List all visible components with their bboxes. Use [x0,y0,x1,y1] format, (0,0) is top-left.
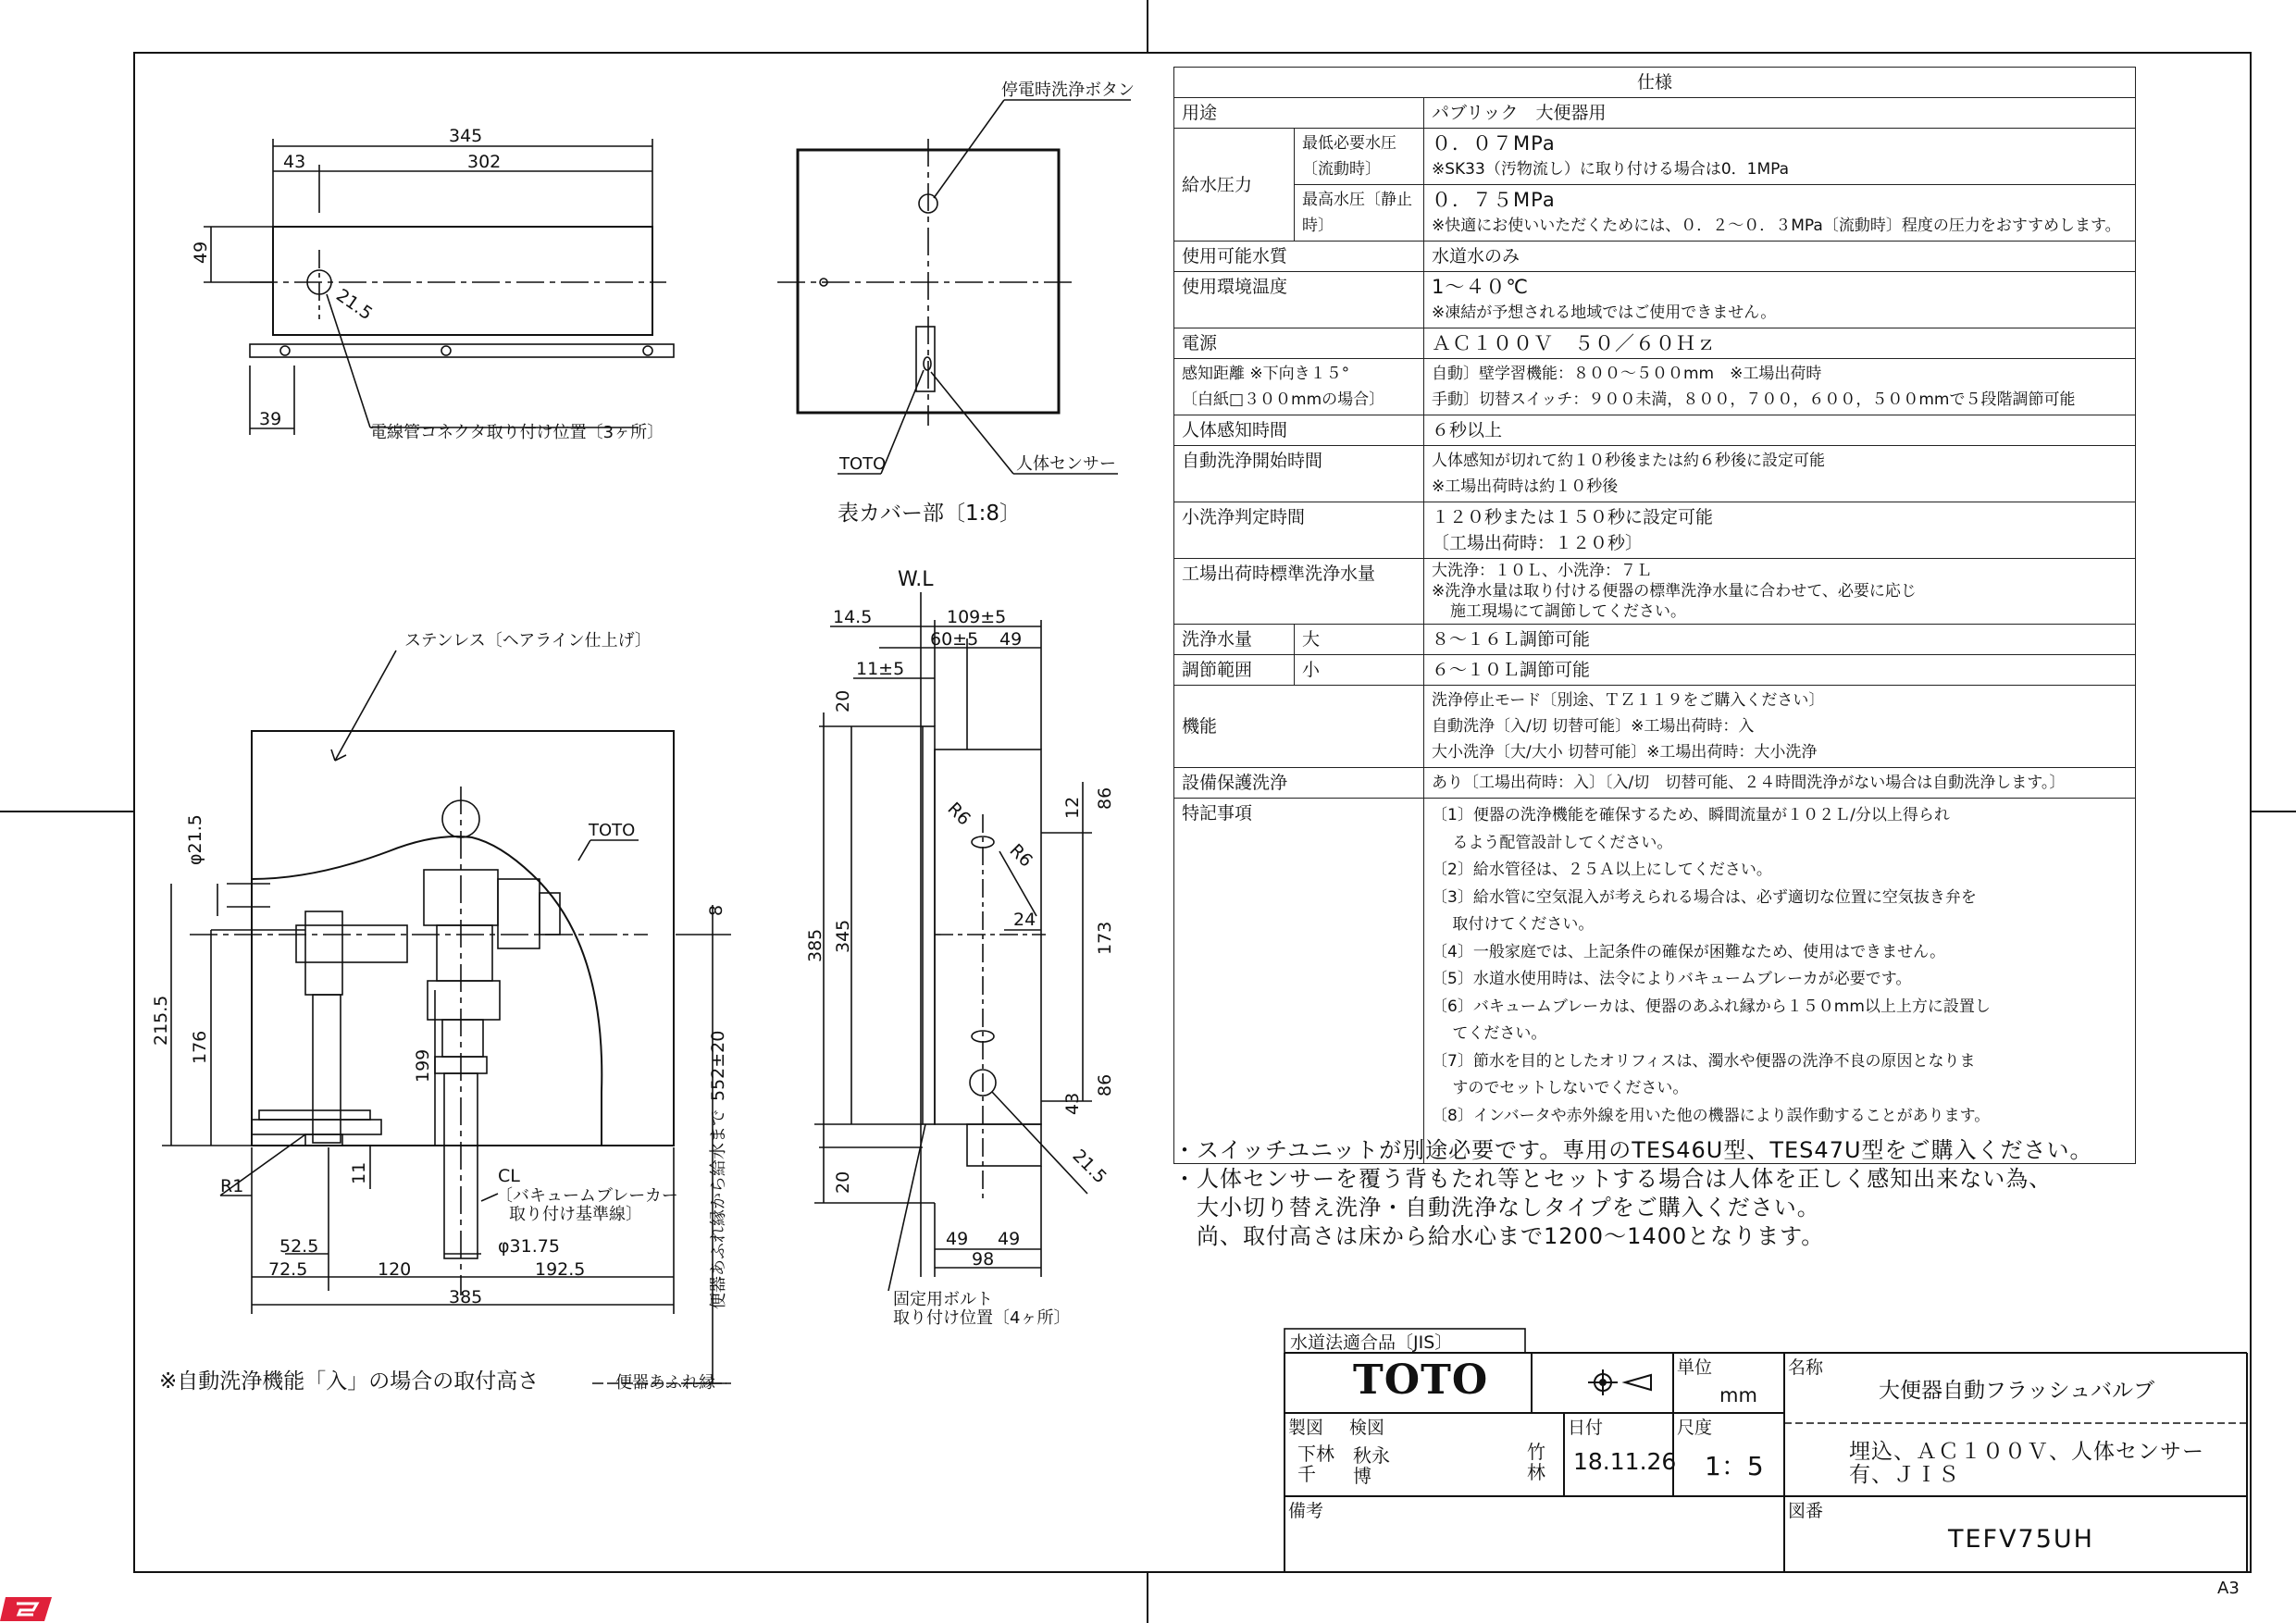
scale-label: 尺度 [1677,1418,1713,1438]
jis-label: 水道法適合品〔JIS〕 [1290,1332,1453,1353]
small-judge-cell [1424,502,2136,559]
cover-caption: 表カバー部〔1:8〕 [838,502,1022,526]
note-line: ・スイッチユニットが別途必要です。専用のTES46U型、TES47U型をご購入ください。 [1173,1137,2093,1163]
date-label: 日付 [1568,1418,1604,1438]
unit-value: mm [1719,1384,1757,1406]
special-note: 〔1〕便器の洗浄機能を確保するため、瞬間流量が１０２Ｌ/分以上得られ [1432,806,1950,824]
max-pressure-note: ※快適にお使いいただくためには、０．２～０．３MPa〔流動時〕程度の圧力をおすすめします。 [1432,217,2121,235]
special-note: すのでセットしないでください。 [1432,1079,1689,1097]
stainless-label: ステンレス〔ヘアライン仕上げ〕 [404,631,652,650]
min-pressure-label: 最低必要水圧〔流動時〕 [1295,129,1424,185]
bolt-label-2: 取り付け位置〔4ヶ所〕 [893,1308,1071,1328]
front-dim-552: 552±20 [708,1030,728,1101]
special-note: 〔6〕バキュームブレーカは、便器のあふれ縁から１５０mm以上上方に設置し [1432,997,1991,1016]
top-dim-21-5: 21.5 [332,285,377,325]
drawing-no-value: TEFV75UH [1948,1525,2094,1554]
sense-label-cell [1174,359,1424,415]
max-pressure-cell [1424,185,2136,242]
drafted-value: 下林 千 [1297,1443,1334,1485]
description-line-1: 埋込、ＡＣ１００Ｖ、人体センサー [1849,1440,2204,1464]
factory-label: 工場出荷時標準洗浄水量 [1174,559,1424,625]
approved-value: 竹林 [1527,1441,1545,1483]
detect-value: ６秒以上 [1424,415,2136,446]
front-dim-199: 199 [413,1048,433,1083]
sense-label-1: 感知距離 ※下向き１５° [1182,365,1350,383]
water-label: 使用可能水質 [1174,242,1424,272]
checked-value: 秋永 博 [1353,1444,1390,1487]
temp-label: 使用環境温度 [1174,272,1424,328]
special-notes [1424,799,2136,1164]
unit-label: 単位 [1677,1357,1713,1378]
side-dim-14-5: 14.5 [833,607,873,627]
side-dim-24: 24 [1013,910,1036,930]
power-value: ＡＣ１００Ｖ ５０／６０Ｈｚ [1424,328,2136,359]
autostart-cell [1424,446,2136,502]
side-dim-21-5: 21.5 [1068,1145,1111,1188]
side-dim-345: 345 [833,919,853,953]
cover-sensor-label: 人体センサー [1016,454,1116,474]
front-dim-8: 8 [706,904,726,916]
special-note: 取付けてください。 [1432,915,1595,934]
side-view [814,592,1092,1291]
function-label: 機能 [1174,686,1424,768]
front-dim-11: 11 [349,1161,369,1184]
volume-label-2: 調節範囲 [1174,655,1295,686]
side-dim-109: 109±5 [947,607,1007,627]
cover-view [777,100,1131,474]
autostart-value-2: ※工場出荷時は約１０秒後 [1432,477,1619,496]
max-pressure-value: ０．７５MPa [1432,189,1556,211]
general-notes [1173,1136,2093,1251]
side-dim-60: 60±5 [930,629,979,650]
top-dim-43: 43 [283,152,306,172]
temp-cell [1424,272,2136,328]
protect-value: あり〔工場出荷時：入〕〔入/切 切替可能、２４時間洗浄がない場合は自動洗浄します。〕 [1424,768,2136,799]
top-dim-49: 49 [191,241,211,264]
front-dim-72-5: 72.5 [268,1259,308,1280]
sheet-size: A3 [2217,1579,2240,1598]
front-view [162,650,731,1383]
protect-label: 設備保護洗浄 [1174,768,1424,799]
front-dim-385: 385 [449,1287,483,1307]
date-value: 18.11.26 [1573,1448,1677,1475]
side-dim-12: 12 [1062,796,1083,819]
autostart-label: 自動洗浄開始時間 [1174,446,1424,502]
special-note: 〔7〕節水を目的としたオリフィスは、濁水や便器の洗浄不良の原因となりま [1432,1051,1976,1071]
special-note: 〔2〕給水管径は、２５Ａ以上にしてください。 [1432,861,1772,879]
front-dim-192-5: 192.5 [535,1259,586,1280]
min-pressure-value: ０．０７MPa [1432,132,1556,155]
note-line: 尚、取付高さは床から給水心まで1200～1400となります。 [1173,1223,1825,1249]
description-line-2: 有、ＪＩＳ [1849,1463,1960,1487]
factory-value-2: ※洗浄水量は取り付ける便器の標準洗浄水量に合わせて、必要に応じ [1432,582,1917,601]
autostart-value-1: 人体感知が切れて約１０秒後または約６秒後に設定可能 [1432,452,1825,470]
sense-value-cell [1424,359,2136,415]
side-dim-86a: 86 [1095,787,1115,810]
volume-label-1: 洗浄水量 [1174,625,1295,655]
front-dim-52-5: 52.5 [279,1236,319,1257]
side-dim-385: 385 [805,928,825,962]
side-dim-r6a: R6 [943,798,974,830]
drafted-label: 製図 [1288,1418,1324,1438]
small-judge-label: 小洗浄判定時間 [1174,502,1424,559]
drawing-no-label: 図番 [1788,1501,1824,1521]
corner-logo-icon [0,1597,52,1621]
cl-label: CL [498,1166,520,1186]
large-label: 大 [1295,625,1424,655]
detect-label: 人体感知時間 [1174,415,1424,446]
front-dim-215-5: 215.5 [151,995,171,1046]
sense-label-2: 〔白紙□３００mmの場合〕 [1182,390,1385,409]
function-cell [1424,686,2136,768]
side-dim-98: 98 [972,1249,995,1270]
large-value: ８～１６Ｌ調節可能 [1424,625,2136,655]
front-dim-176: 176 [190,1030,210,1064]
side-dim-49a: 49 [999,629,1023,650]
side-dim-49c: 49 [998,1229,1021,1249]
sense-value-2: 手動〕切替スイッチ：９００未満，８００，７００，６００，５００mmで５段階調節可能 [1432,390,2076,409]
function-value-2: 自動洗浄〔入/切 切替可能〕※工場出荷時：入 [1432,717,1755,736]
function-value-3: 大小洗浄〔大/大小 切替可能〕※工場出荷時：大小洗浄 [1432,743,1818,762]
top-dim-302: 302 [467,152,502,172]
name-value: 大便器自動フラッシュバルブ [1879,1379,2155,1403]
function-value-1: 洗浄停止モード〔別途、ＴＺ１１９をご購入ください〕 [1432,691,1825,710]
special-note: 〔3〕給水管に空気混入が考えられる場合は、必ず適切な位置に空気抜き弁を [1432,887,1977,907]
checked-label: 検図 [1349,1418,1385,1438]
overflow-vertical-label: 便器あふれ縁から給水まで [709,1109,728,1309]
small-label: 小 [1295,655,1424,686]
side-dim-173: 173 [1095,921,1115,955]
top-dim-39: 39 [259,409,282,429]
side-dim-86b: 86 [1095,1073,1115,1096]
special-label: 特記事項 [1174,799,1424,1164]
bolt-label-1: 固定用ボルト [893,1290,993,1309]
remarks-label: 備考 [1288,1501,1324,1521]
temp-value: 1～４０℃ [1432,276,1529,298]
sense-value-1: 自動〕壁学習機能：８００～５００mm ※工場出荷時 [1432,365,1822,383]
wl-label: W.L [898,568,934,591]
overflow-label: 便器あふれ縁 [615,1373,715,1393]
side-dim-20b: 20 [833,1171,853,1194]
top-view [204,139,674,435]
vb-label-1: 〔バキュームブレーカー [496,1186,678,1206]
special-note: 〔5〕水道水使用時は、法令によりバキュームブレーカが必要です。 [1432,970,1912,988]
note-line: ・人体センサーを覆う背もたれ等とセットする場合は人体を正しく感知出来ない為、 [1173,1166,2053,1192]
special-note: 〔8〕インバータや赤外線を用いた他の機器により誤作動することがあります。 [1432,1106,1991,1125]
special-note: てください。 [1432,1024,1547,1043]
connector-label: 電線管コネクタ取り付け位置〔3ヶ所〕 [370,423,664,442]
power-label: 電源 [1174,328,1424,359]
pressure-label: 給水圧力 [1174,129,1295,242]
min-pressure-cell [1424,129,2136,185]
use-value: パブリック 大便器用 [1424,98,2136,129]
cover-toto-label: TOTO [839,454,887,474]
special-note: 〔4〕一般家庭では、上記条件の確保が困難なため、使用はできません。 [1432,942,1946,961]
top-dim-345: 345 [449,126,483,146]
side-dim-20a: 20 [833,689,853,712]
spec-header: 仕様 [1174,68,2136,98]
side-dim-r6b: R6 [1005,839,1036,872]
factory-cell [1424,559,2136,625]
side-dim-49b: 49 [946,1229,969,1249]
min-pressure-note: ※SK33（汚物流し）に取り付ける場合は0．1MPa [1432,160,1790,179]
water-value: 水道水のみ [1424,242,2136,272]
side-dim-43: 43 [1062,1092,1083,1115]
vb-label-2: 取り付け基準線〕 [509,1205,642,1224]
side-dim-11-5: 11±5 [856,659,905,679]
factory-value-1: 大洗浄：１０Ｌ、小洗浄：７Ｌ [1432,562,1652,580]
front-dim-phi31-75: φ31.75 [498,1236,560,1257]
front-dim-phi21-5: φ21.5 [185,814,205,865]
small-value: ６～１０Ｌ調節可能 [1424,655,2136,686]
small-judge-value-2: 〔工場出荷時：１２０秒〕 [1432,533,1644,553]
small-judge-value-1: １２０秒または１５０秒に設定可能 [1432,507,1714,527]
r1-label: R1 [220,1176,244,1196]
max-pressure-label: 最高水圧〔静止時〕 [1295,185,1424,242]
use-label: 用途 [1174,98,1424,129]
factory-value-3: 施工現場にて調節してください。 [1450,602,1686,621]
front-dim-120: 120 [378,1259,412,1280]
cover-button-label: 停電時洗浄ボタン [1001,81,1135,100]
scale-value: 1：5 [1705,1451,1764,1481]
special-note: るよう配管設計してください。 [1432,833,1673,852]
name-label: 名称 [1788,1357,1824,1378]
temp-note: ※凍結が予想される地域ではご使用できません。 [1432,304,1777,322]
auto-note: ※自動洗浄機能「入」の場合の取付高さ [159,1369,540,1394]
front-toto-label: TOTO [589,821,636,840]
note-line: 大小切り替え洗浄・自動洗浄なしタイプをご購入ください。 [1173,1195,1820,1220]
toto-logo: TOTO [1353,1357,1489,1404]
spec-table [1173,67,2136,1164]
projection-symbol-icon [1588,1369,1651,1395]
